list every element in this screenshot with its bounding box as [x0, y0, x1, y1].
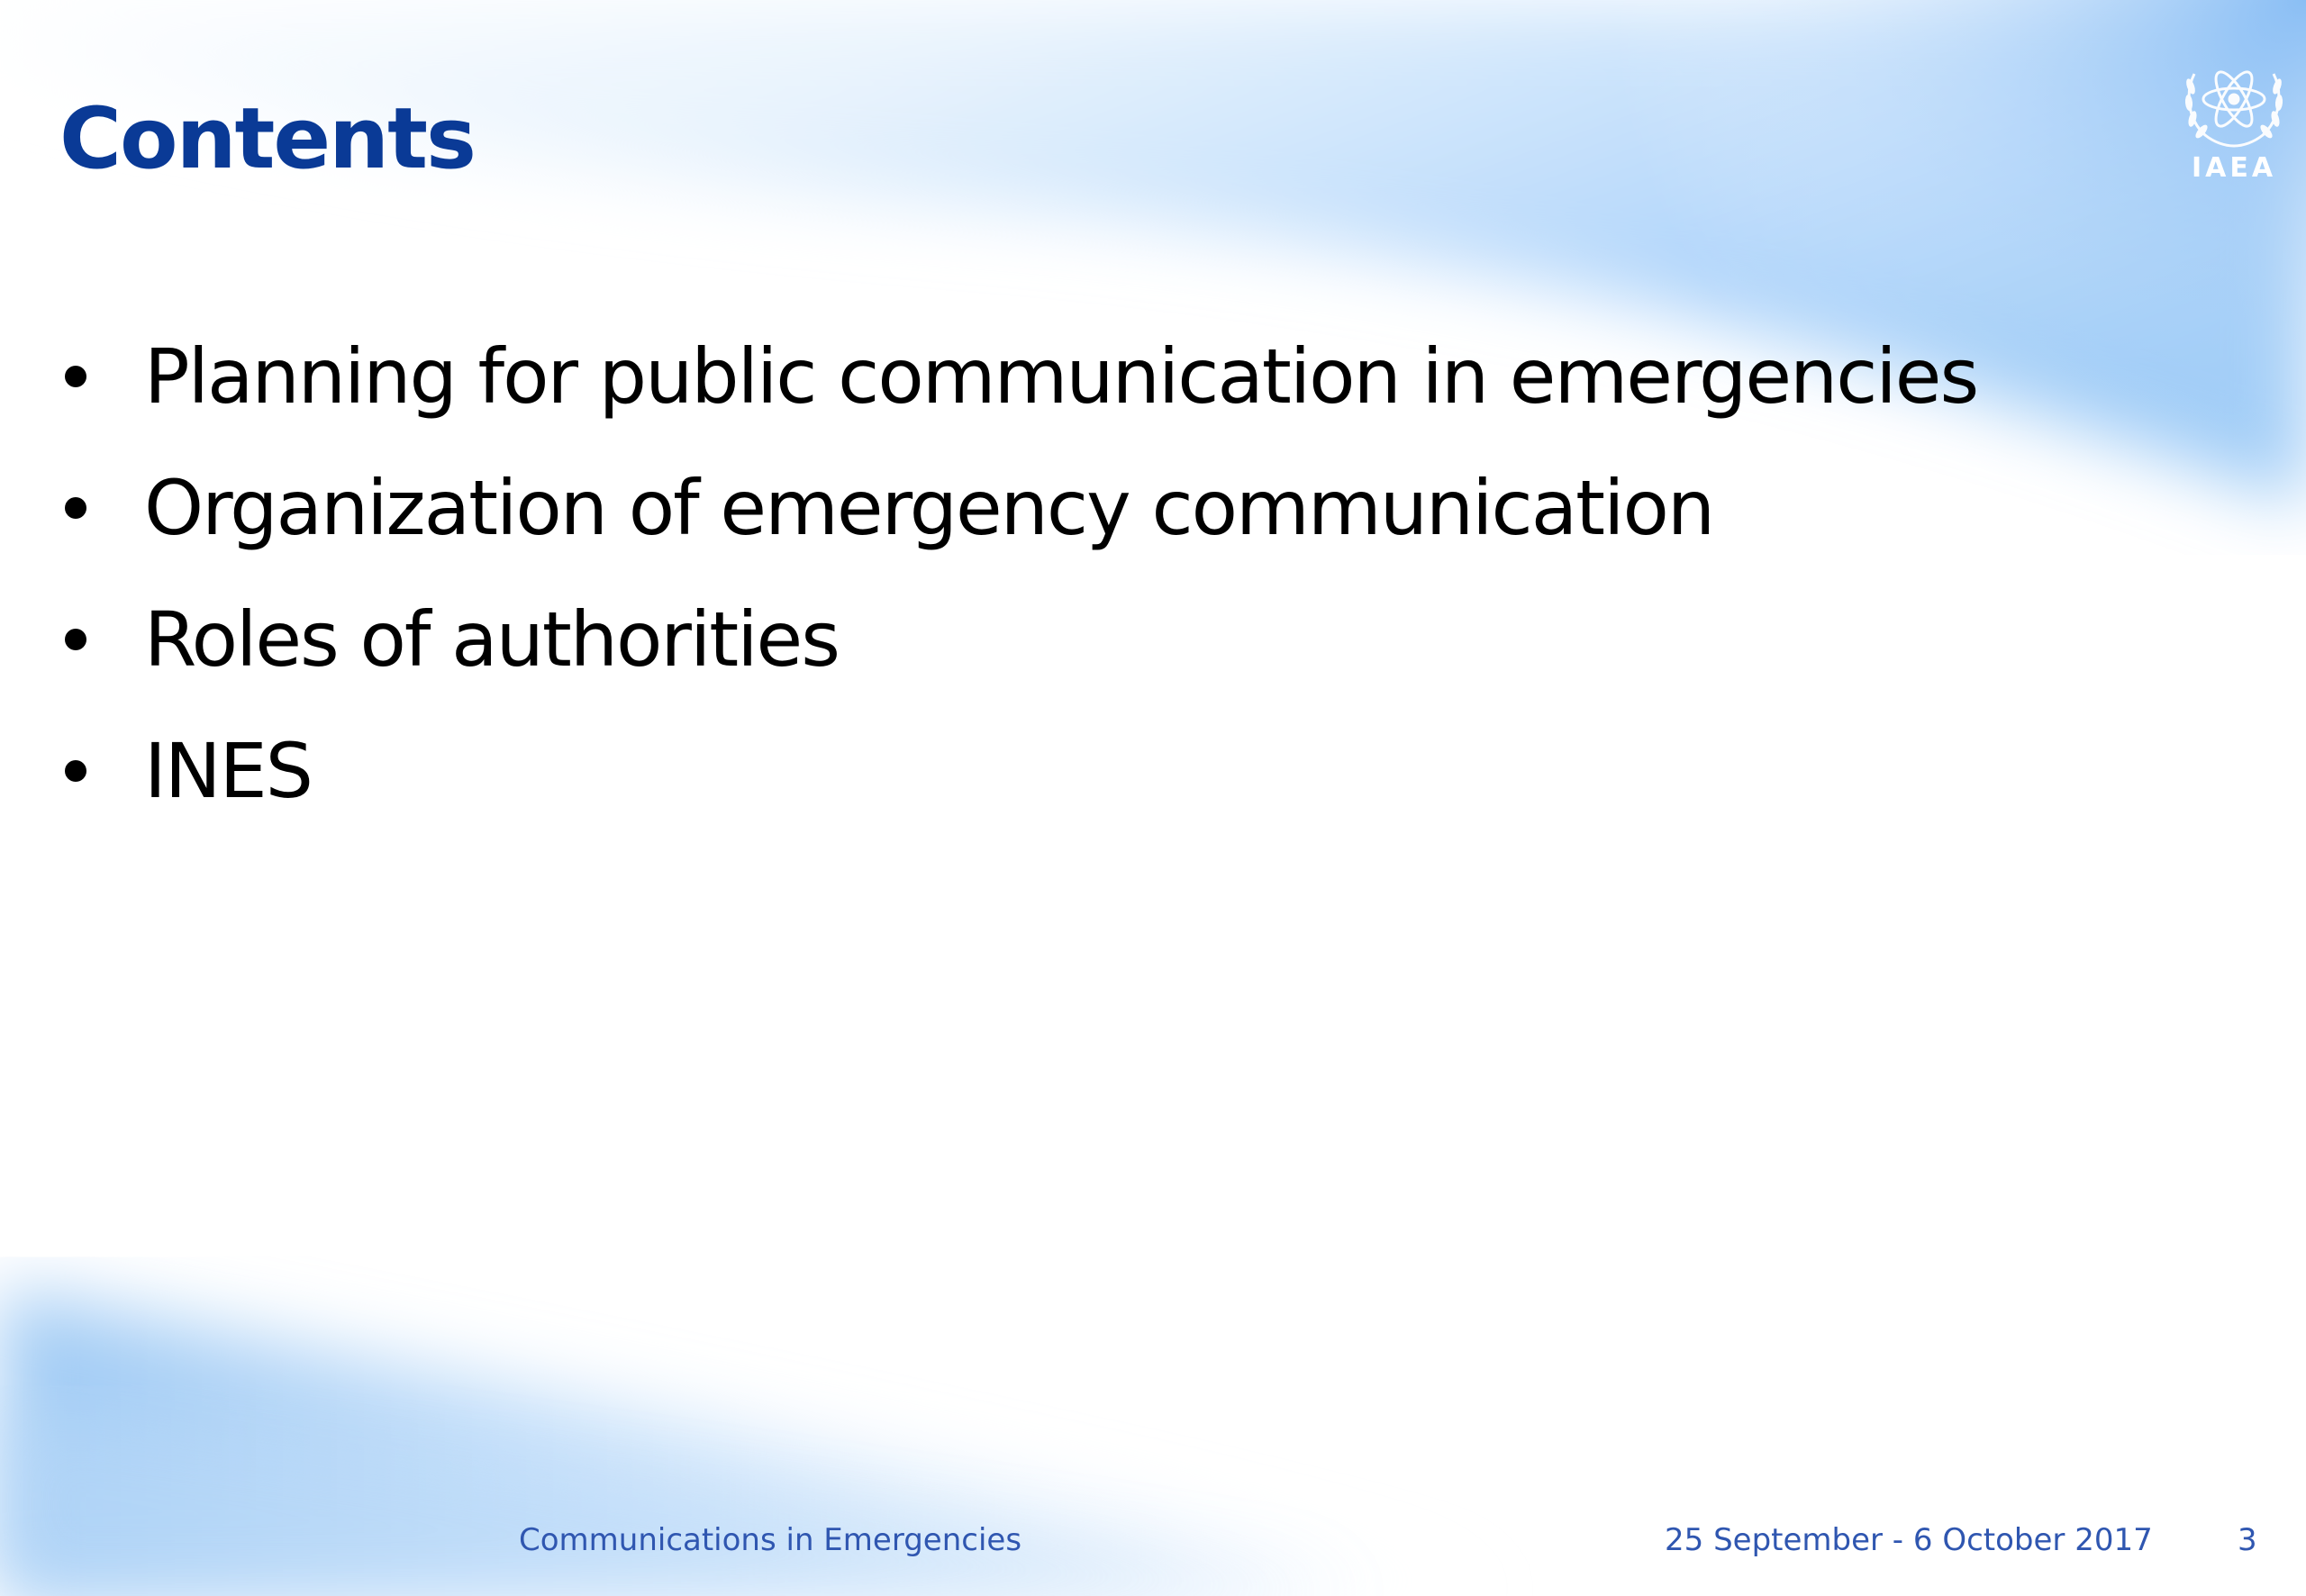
footer-course-title: Communications in Emergencies — [519, 1522, 1022, 1558]
bullet-text: Planning for public communication in emergencies — [144, 332, 1978, 421]
bullet-list — [59, 311, 1977, 837]
bullet-item — [59, 311, 1977, 442]
bullet-icon — [65, 366, 86, 387]
bullet-icon — [65, 497, 86, 519]
bullet-item — [59, 705, 1977, 837]
iaea-emblem-icon — [2178, 47, 2290, 182]
bullet-icon — [65, 760, 86, 782]
bullet-item — [59, 442, 1977, 574]
page-number: 3 — [2238, 1522, 2257, 1558]
bullet-text: Organization of emergency communication — [144, 464, 1714, 552]
bullet-icon — [65, 629, 86, 650]
logo-text: IAEA — [2191, 152, 2277, 182]
slide-title: Contents — [59, 90, 475, 188]
bullet-text: INES — [144, 727, 313, 815]
footer-dates: 25 September - 6 October 2017 — [1665, 1522, 2153, 1558]
bullet-text: Roles of authorities — [144, 595, 840, 684]
bullet-item — [59, 574, 1977, 705]
